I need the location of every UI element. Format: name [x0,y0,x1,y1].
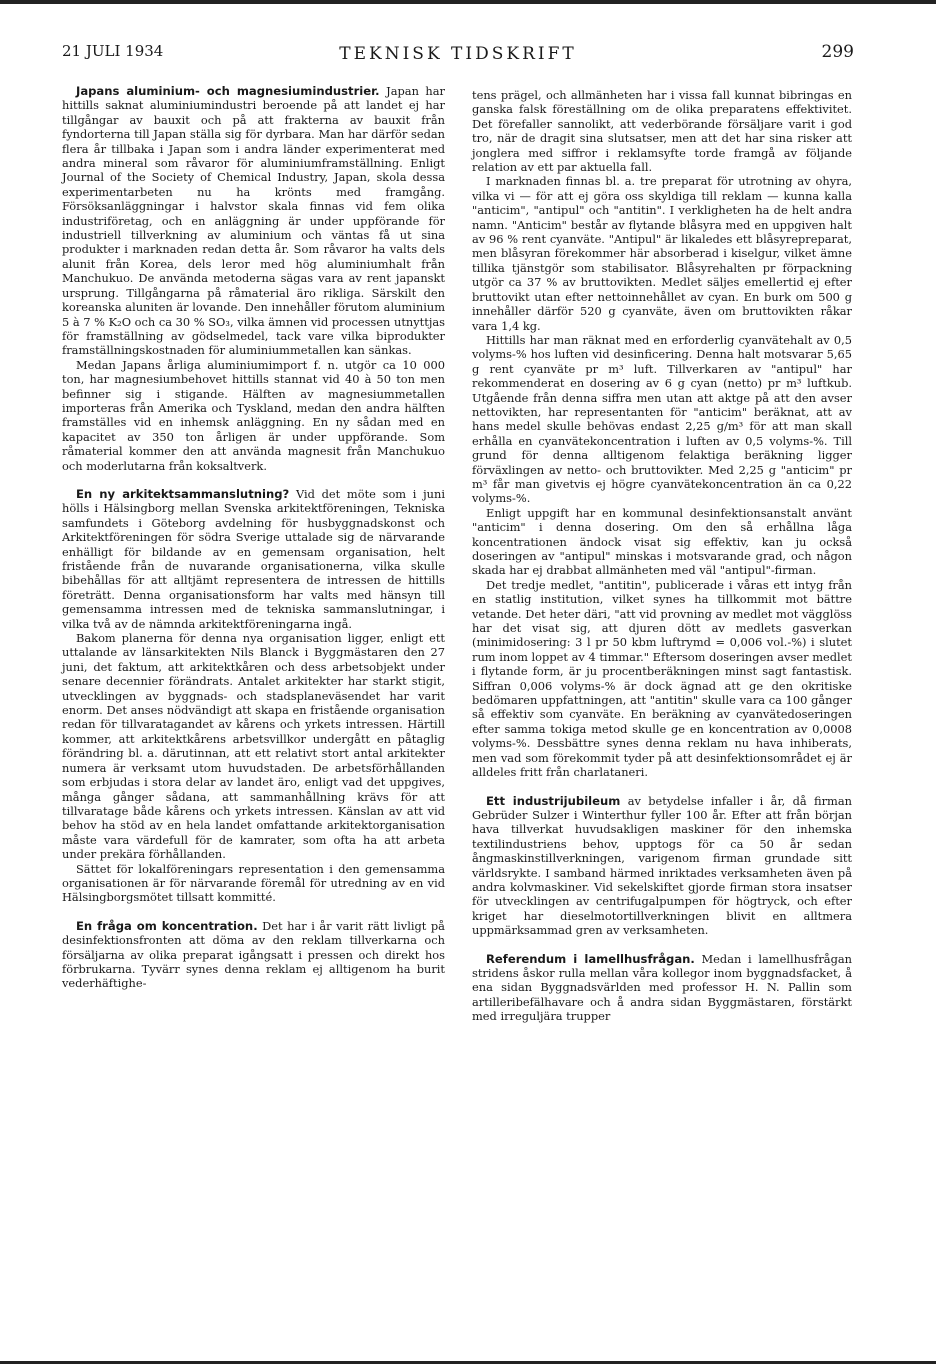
article-koncentration-p1 [62,919,445,991]
journal-title: TEKNISK TIDSKRIFT [339,44,577,64]
left-column [62,84,445,991]
article-referendum-p1 [472,952,852,1024]
article-koncentration-cont-p3: Hittills har man räknat med en erforderlig cyanvätehalt av 0,5 volyms-% hos luften vid desinficering. Denna halt motsvarar 5,65 g rent cyanväte pr m³ luft. Tillverkaren av "antipul" har rekommenderat en dosering av 6 g cyan (netto) pr m³ luftkub. Utgående från denna siffra men utan att aktge på att den avser nettovikten, har representanten för "anticim" beräknat, att av hans medel skulle behövas endast 2,25 g/m³ för att man skall erhålla en cyanvätekoncentration i luften av 0,5 volyms-%. Till grund för denna alltigenom felaktiga beräkning ligger förväxlingen av netto- och bruttovikter. Med 2,25 g "anticim" pr m³ får man givetvis ej högre cyanvätekoncentration än ca 0,22 volyms-%. [472,332,852,506]
article-jubileum-text1: av betydelse infaller i år, då firman Gebrüder Sulzer i Winterthur fyller 100 år. Efter att från början hava tillverkat huvudsakligen maskiner för den inhemska textilindustriens behov, upptogs för ca 50 år sedan ångmaskinstillverkningen, varigenom firman grundade sitt världsrykte. I samband härmed inriktades verksamheten även på andra kolvmaskiner. Vid sekelskiftet gjorde firman stora insatser för utvecklingen av centrifugalpumpen för högtryck, och efter kriget har dieselmotortillverkningen blivit en alltmera uppmärksammad gren av verksamheten. [472,793,852,938]
article-arkitekt-p2: Bakom planerna för denna nya organisation ligger, enligt ett uttalande av länsarkitekten Nils Blanck i Byggmästaren den 27 juni, det faktum, att arkitektkåren och dess arbetsobjekt under senare decennier förändrats. Antalet arkitekter har starkt stigit, utvecklingen av byggnads- och stadsplaneväsendet har varit enorm. Det anses nödvändigt att skapa en fristående organisation redan för tillvaratagandet av kårens och yrkets intressen. Härtill kommer, att arkitektkårens arbetsvillkor undergått en påtaglig förändring bl. a. därutinnan, att ett relativt stort antal arkitekter numera är verksamt utom huvudstaden. De arbetsförhållanden som erbjudas i stora delar av landet äro, enligt vad det uppgives, många gånger sådana, att sammanhållning krävs för att tillvaratage både kårens och yrkets intressen. Känslan av att vid behov ha stöd av en hela landet omfattande arkitektorganisation måste vara värdefull för de kamrater, som ofta ha att arbeta under prekära förhållanden. [62,631,445,862]
right-column [472,88,852,1024]
article-japan-p1 [62,84,445,358]
article-arkitekt-text1: Vid det möte som i juni hölls i Hälsingborg mellan Svenska arkitektföreningen, Tekniska samfundets i Göteborg avdelning för husbyggnadskonst och Arkitektföreningen för södra Sverige uttalade sig de närvarande enhälligt för bildande av en gemensam organisation, helt fristående från de nuvarande organisationerna, vilka skulle bibehållas för att alltjämt representera de intressen de hittills företrätt. Denna organisationsform har valts med hänsyn till gemensamma intressen med de tekniska sammanslutningar, i vilka två av de nämnda arkitektföreningarna ingå. [62,486,445,631]
article-referendum-heading: Referendum i lamellhusfrågan. [486,951,695,966]
article-referendum-text1: Medan i lamellhusfrågan stridens åskor rulla mellan våra kollegor inom byggnadsfacket, å ena sidan Byggnadsvärlden med professor H. N. Pallin som artilleribefälhavare och å andra sidan Byggmästaren, förstärkt med irreguljära trupper [472,951,852,1024]
issue-date: 21 JULI 1934 [62,42,164,60]
article-japan-p2: Medan Japans årliga aluminiumimport f. n. utgör ca 10 000 ton, har magnesiumbehovet hittills stannat vid 40 à 50 ton men befinner sig i stigande. Hälften av magnesiummetallen importeras från Amerika och Tyskland, medan den andra hälften framställes vid en inhemsk anläggning. En ny sådan med en kapacitet av 350 ton årligen är under uppförande. Som råmaterial kommer den att använda magnesit från Manchukuo och moderlutarna från koksaltverk. [62,357,445,473]
article-koncentration-text1: Det har i år varit rätt livligt på desinfektionsfronten att döma av den reklam tillverkarna och försäljarna av olika preparat igångsatt i pressen och direkt hos förbrukarna. Tyvärr synes denna reklam ej alltigenom ha burit vederhäftighe- [62,918,445,991]
page-number: 299 [821,42,854,62]
article-arkitekt-p1 [62,487,445,631]
article-koncentration-heading: En fråga om koncentration. [76,918,258,933]
top-rule [0,0,936,4]
article-japan-text1: Japan har hittills saknat aluminiumindustri beroende på att landet ej har tillgångar av bauxit och på att frakterna av bauxit från fyndorterna till Japan ställa sig för dyrbara. Man har därför sedan flera år tillbaka i Japan som i andra länder experimenterat med andra mineral som råvaror för aluminiumframställning. Enligt Journal of the Society of Chemical Industry, Japan, skola dessa experimentarbeten nu ha krönts med framgång. Försöksanläggningar i halvstor skala finnas vid fem olika industriföretag, och en anläggning är under uppförande för industriell tillverkning av aluminium och väntas få ut sina produkter i marknaden redan detta år. Som råvaror ha valts dels alunit från Korea, dels leror med hög aluminiumhalt från Manchukuo. De använda metoderna sägas vara av rent japanskt ursprung. Tillgångarna på råmaterial äro rikliga. Särskilt den koreanska aluniten är lovande. Den innehåller förutom aluminium 5 à 7 % K₂O och ca 30 % SO₃, vilka ämnen vid processen utnyttjas för framställning av gödselmedel, tack vare vilka biprodukter framställningskostnaden för aluminiummetallen kan sänkas. [62,84,445,358]
article-arkitekt-heading: En ny arkitektsammanslutning? [76,486,290,501]
article-arkitekt-p3: Sättet för lokalföreningars representation i den gemensamma organisationen är för närvarande föremål för utredning av en vid Hälsingborgsmötet tillsatt kommitté. [62,861,445,905]
article-jubileum-heading: Ett industrijubileum [486,793,621,808]
article-jubileum-p1 [472,794,852,938]
article-japan-heading: Japans aluminium- och magnesiumindustrier. [76,84,380,98]
page-header [62,40,854,68]
article-koncentration-cont-p2: I marknaden finnas bl. a. tre preparat för utrotning av ohyra, vilka vi — för att ej göra oss skyldiga till reklam — kunna kalla "anticim", "antipul" och "antitin". I verkligheten ha de helt andra namn. "Anticim" består av flytande blåsyra med en uppgiven halt av 96 % rent cyanväte. "Antipul" är likaledes ett blåsyrepreparat, men blåsyran förekommer här absorberad i kiselgur, vilket ämne tillika tjänstgör som stabilisator. Blåsyrehalten pr förpackning utgör ca 37 % av bruttovikten. Medlet säljes emellertid ej efter bruttovikt utan efter nettoinnehållet av cyan. En burk om 500 g innehåller därför 520 g cyanväte, även om bruttovikten råkar vara 1,4 kg. [472,174,852,333]
article-koncentration-cont-p4: Enligt uppgift har en kommunal desinfektionsanstalt använt "anticim" i denna dosering. Om den så erhållna låga koncentrationen ändock visat sig effektiv, kan ju också doseringen av "antipul" minskas i motsvarande grad, och någon skada har ej drabbat allmänheten med väl "antipul"-firman. [472,505,852,578]
article-koncentration-cont-p1: tens prägel, och allmänheten har i vissa fall kunnat bibringas en ganska falsk föreställning om de olika preparatens effektivitet. Det förefaller sannolikt, att vederbörande försäljare varit i god tro, när de dragit sina slutsatser, men att det har sina risker att jonglera med siffror i reklamsyfte torde framgå av följande relation av ett par aktuella fall. [472,88,852,175]
article-koncentration-cont-p5: Det tredje medlet, "antitin", publicerade i våras ett intyg från en statlig institution, vilket synes ha tillkommit mot bättre vetande. Det heter däri, "att vid provning av medlet mot vägglöss har det visat sig, att djuren dött av medlets gasverkan (minimidosering: 3 l pr 50 kbm luftrymd = 0,006 vol.-%) i slutet rum inom loppet av 4 timmar." Eftersom doseringen avser medlet i flytande form, är ju procentberäkningen minst sagt fantastisk. Siffran 0,006 volyms-% är dock ägnad att ge den okritiske bedömaren uppfattningen, att "antitin" skulle vara ca 100 gånger så effektiv som cyanväte. En beräkning av cyanvätedoseringen efter samma tokiga metod skulle ge en koncentration av 0,0008 volyms-%. Dessbättre synes denna reklam nu hava inhiberats, men vad som förekommit tyder på att desinfektionsområdet ej är alldeles fritt från charlataneri. [472,577,852,780]
